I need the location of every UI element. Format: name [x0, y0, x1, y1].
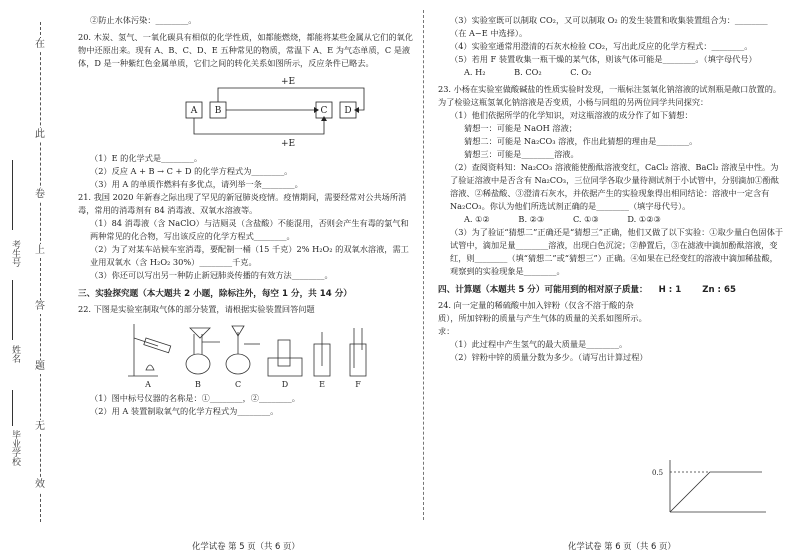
page-6-footer: 化学试卷 第 6 页（共 6 页）: [568, 541, 676, 551]
q24-stem: 24. 向一定量的稀硫酸中加入锌粉（仅含不溶于酸的杂质），所加锌粉的质量与产生气体的质量的关系如图所示。求：: [438, 300, 647, 336]
arrow-bottom: [194, 118, 324, 134]
q20-sub2: （2）反应 A + B → C + D 的化学方程式为________。: [90, 166, 293, 176]
seal-char: 效: [35, 479, 45, 490]
q19-tail: ②防止水体污染：________。: [90, 15, 197, 25]
exam-no-line: [12, 160, 13, 230]
binding-dash-line: [40, 22, 41, 522]
diagram-bottom-label: +E: [280, 139, 296, 149]
q24-sub2: （2）锌粉中锌的质量分数为多少。（请写出计算过程）: [450, 352, 648, 362]
seal-char: 上: [35, 245, 45, 256]
q23-s2-options: [438, 213, 784, 226]
q22-sub5: （5）若用 F 装置收集一瓶干燥的某气体，则该气体可能是________。（填字母代号）: [450, 54, 757, 64]
q20-stem: 20. 木炭、氢气、一氧化碳具有相似的化学性质，如都能燃烧，都能将某些金属从它们的氧化物中还原出来。现有 A、B、C、D、E 五种常见的物质，常温下 A、E 为气态单质，C 是液体，D 是一种紫红色金属单质，它们之间的转化关系如图所示，反应条件已略去。: [78, 32, 413, 68]
arrow-top: [218, 88, 364, 110]
q23-s2: （2）查阅资料知：Na₂CO₃ 溶液能使酚酞溶液变红，CaCl₂ 溶液、BaCl₂ 溶液呈中性。为了验证溶液中是否含有 Na₂CO₃，三位同学各取少量待测试剂于小试管中，分别滴加①酚酞溶液、②稀盐酸、③澄清石灰水，并依据产生的实验现象得出相同结论：溶液中一定含有 Na₂CO₃。你认为他们所选试剂正确的是________（填字母代号）。: [450, 162, 779, 211]
school-line: [12, 390, 13, 426]
name-label: 姓名: [10, 345, 20, 363]
node-a: A: [190, 106, 198, 116]
q20-sub1: （1）E 的化学式是________。: [90, 153, 203, 163]
option-b: B. CO₂: [514, 67, 542, 77]
apparatus-label-f: F: [355, 380, 361, 389]
binding-margin: [0, 0, 72, 560]
q20-sub3: （3）用 A 的单质作燃料有多优点，请列举一条________。: [90, 179, 303, 189]
q20-conversion-diagram: [78, 72, 416, 150]
q24-graph: [650, 458, 770, 516]
q23-stem: 23. 小杨在实验室做酸碱盐的性质实验时发现，一瓶标注氢氧化钠溶液的试剂瓶是敞口放置的。为了检验这瓶氢氧化钠溶液是否变质，小杨与同组的另两位同学共同探究：: [438, 84, 782, 107]
option-b: B. ②③: [518, 214, 545, 224]
option-c: C. ①③: [572, 214, 599, 224]
graph-y-label: 0.5: [652, 469, 664, 477]
apparatus-label-e: E: [319, 380, 325, 389]
node-d: D: [344, 106, 352, 116]
q22-stem: 22. 下图是实验室制取气体的部分装置，请根据实验装置回答问题: [78, 304, 315, 314]
exam-no-label: 考生号: [10, 240, 20, 267]
option-a: A. ①②: [464, 214, 490, 224]
diagram-top-label: +E: [280, 77, 296, 87]
q22-sub2: （2）用 A 装置制取氧气的化学方程式为________。: [90, 406, 279, 416]
school-label: 毕业学校: [10, 430, 20, 466]
section-4-title: 四、计算题（本题共 5 分）可能用到的相对原子质量：: [438, 285, 648, 295]
option-a: A. H₂: [464, 67, 486, 77]
seal-char: 答: [35, 301, 45, 312]
page-5-footer: 化学试卷 第 5 页（共 6 页）: [192, 541, 300, 551]
section-3-heading: 三、实验探究题（本大题共 2 小题，除标注外，每空 1 分，共 14 分）: [78, 289, 352, 299]
q21-sub1: （1）84 消毒液（含 NaClO）与洁厕灵（含盐酸）不能混用，否则会产生有毒的氯气和两种常见的化合物，写出该反应的化学方程式________。: [90, 218, 409, 241]
atomic-mass-zn: Zn : 65: [702, 285, 736, 295]
apparatus-label-c: C: [234, 380, 242, 389]
q23-guess1: 猜想一：可能是 NaOH 溶液；: [464, 123, 577, 133]
atomic-mass-h: H : 1: [658, 285, 682, 295]
page-5-column: [78, 14, 416, 418]
column-divider: [423, 10, 424, 520]
seal-char: 卷: [35, 189, 45, 200]
page-6-column: [438, 14, 784, 364]
graph-curve: [670, 472, 762, 512]
node-b: B: [214, 106, 222, 116]
apparatus-label-b: B: [195, 380, 201, 389]
q23-guess3: 猜想三：可能是________溶液。: [464, 149, 579, 159]
q21-sub3: （3）你还可以写出另一种防止新冠肺炎传播的有效方法________。: [90, 270, 333, 280]
seal-char: 无: [35, 421, 45, 432]
node-c: C: [320, 106, 328, 116]
q23-guess2: 猜想二：可能是 Na₂CO₃ 溶液，作出此猜想的理由是________。: [464, 136, 698, 146]
q21-stem: 21. 我国 2020 年新春之际出现了罕见的新冠肺炎疫情。疫情期间，需要经常对公共场所消毒，常用的消毒剂有 84 消毒液、双氧水溶液等。: [78, 192, 407, 215]
q24-sub1: （1）此过程中产生氢气的最大质量是________。: [450, 339, 628, 349]
seal-char: 此: [35, 129, 45, 140]
apparatus-label-d: D: [281, 380, 289, 389]
seal-char: 在: [35, 39, 45, 50]
q22-sub3: （3）实验室既可以制取 CO₂，又可以制取 O₂ 的发生装置和收集装置组合为：________（在 A−E 中选择）。: [450, 15, 768, 38]
q22-apparatus-figure: [128, 318, 416, 390]
option-c: C. O₂: [570, 67, 592, 77]
seal-char: 题: [35, 361, 45, 372]
q23-s1: （1）他们依据所学的化学知识，对这瓶溶液的成分作了如下猜想：: [450, 110, 693, 120]
name-line: [12, 280, 13, 340]
q22-sub4: （4）实验室通常用澄清的石灰水检验 CO₂，写出此反应的化学方程式：________。: [450, 41, 753, 51]
q23-s3: （3）为了验证“猜想二”正确还是“猜想三”正确，他们又做了以下实验：①取少量白色固体于试管中，滴加足量________溶液，出现白色沉淀；②静置后，③在滤液中滴加酚酞溶液，变红，则________（填“猜想二”或“猜想三”）正确。④如果在已经变红的溶液中滴加稀盐酸，观察到的实验现象是________。: [450, 227, 784, 276]
apparatus-label-a: A: [145, 380, 151, 389]
q22-sub1: （1）图中标号仪器的名称是：①________，②________。: [90, 393, 300, 403]
q22-sub5-options: [438, 66, 784, 79]
option-d: D. ①②③: [627, 214, 661, 224]
q21-sub2: （2）为了对某车站候车室消毒，要配制一桶（15 千克）2% H₂O₂ 的双氧水溶液，需工业用双氧水（含 H₂O₂ 30%）________千克。: [90, 244, 409, 267]
section-4-heading: [438, 284, 784, 297]
